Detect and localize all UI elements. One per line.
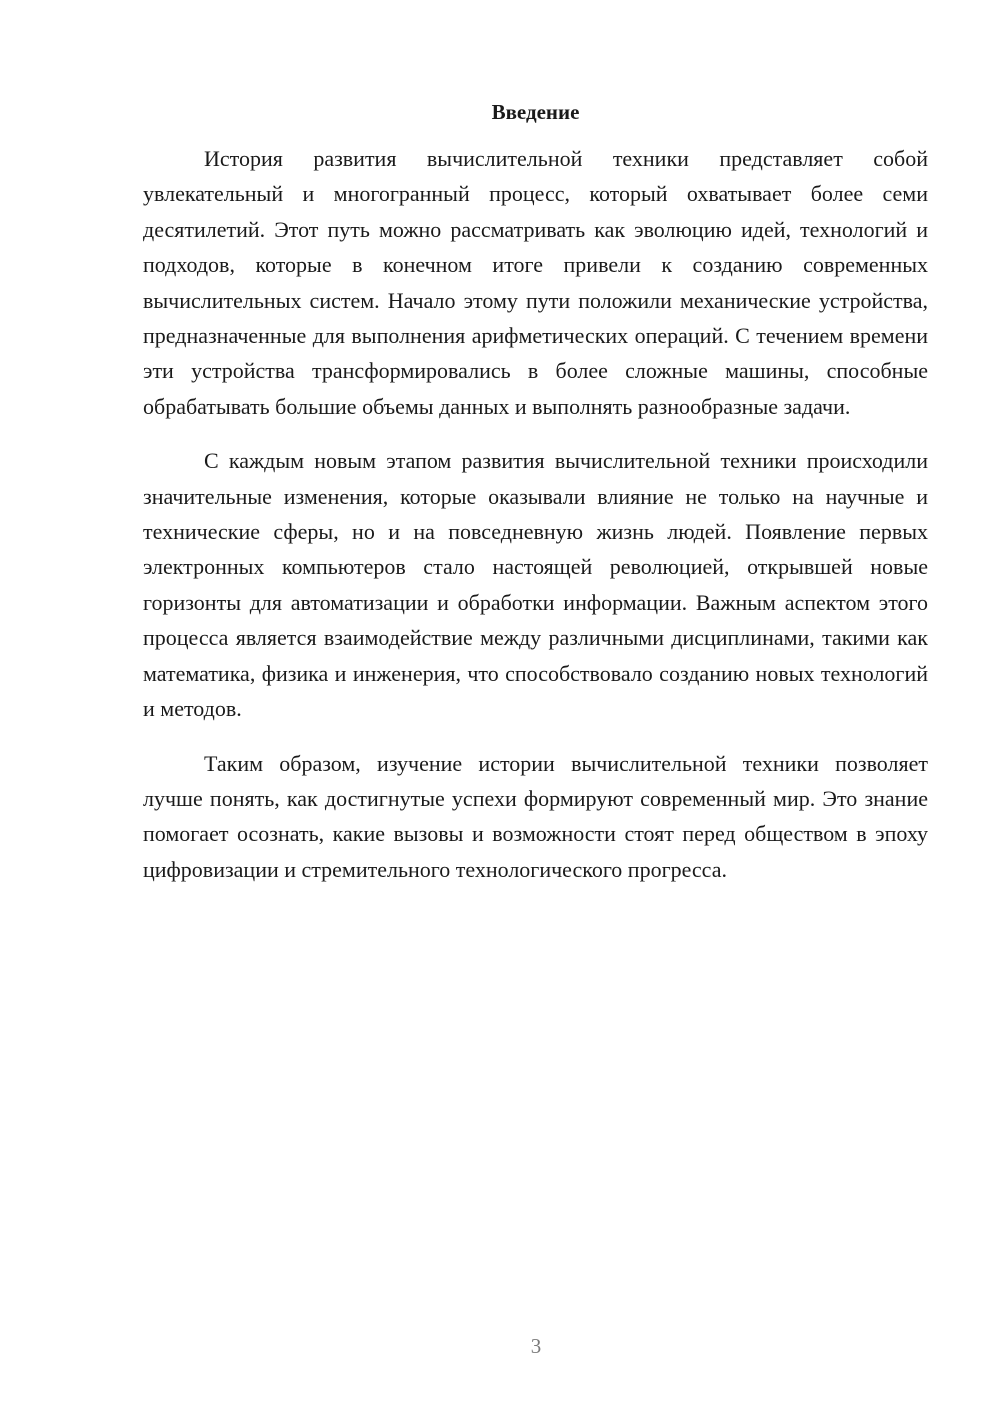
section-heading: Введение <box>491 100 580 124</box>
paragraph-1: История развития вычислительной техники представляет собой увлекательный и многогранный процесс, который охватывает более семи десятилетий. Этот путь можно рассматривать как эволюцию идей, технологий и подходов, которые в конечном итоге привели к созданию современных вычислительных систем. Начало этому пути положили механические устройства, предназначенные для выполнения арифметических операций. С течением времени эти устройства трансформировались в более сложные машины, способные обрабатывать большие объемы данных и выполнять разнообразные задачи. <box>143 146 928 419</box>
page-number: 3 <box>530 1334 542 1358</box>
body-text <box>143 141 928 906</box>
paragraph-3: Таким образом, изучение истории вычислительной техники позволяет лучше понять, как достигнутые успехи формируют современный мир. Это знание помогает осознать, какие вызовы и возможности стоят перед обществом в эпоху цифровизации и стремительного технологического прогресса. <box>143 750 928 882</box>
paragraph-2: С каждым новым этапом развития вычислительной техники происходили значительные изменения, которые оказывали влияние не только на научные и технические сферы, но и на повседневную жизнь людей. Появление первых электронных компьютеров стало настоящей революцией, открывшей новые горизонты для автоматизации и обработки информации. Важным аспектом этого процесса является взаимодействие между различными дисциплинами, такими как математика, физика и инженерия, что способствовало созданию новых технологий и методов. <box>143 448 928 722</box>
